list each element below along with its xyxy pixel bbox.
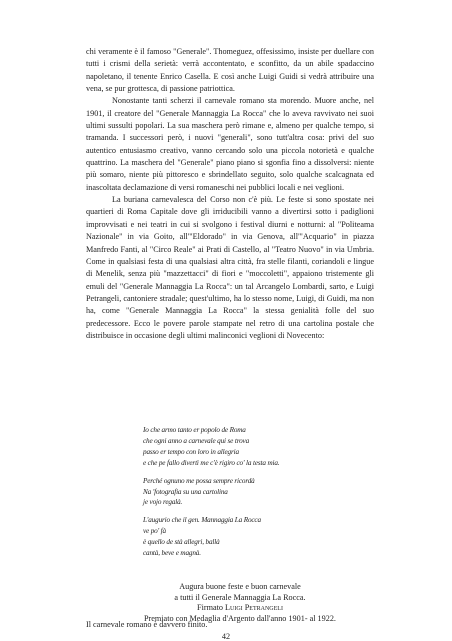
poem-line: e che pe fallo divertì me c'è rigiro co' la testa mia.: [143, 458, 280, 467]
closing-sentence: Il carnevale romano è davvero finito.: [86, 620, 208, 629]
paragraph-2: Nonostante tanti scherzi il carnevale romano sta morendo. Muore anche, nel 1901, il creatore del "Generale Mannaggia La Rocca" che lo aveva ravvivato nei suoi ultimi sussulti popolari. La sua maschera però rimane e, almeno per qualche tempo, si tramanda. I successori però, i nuovi "generali", sono tutt'altra cosa: privi del suo autentico entusiasmo creativo, vanno cercando solo una piccola notorietà e qualche quattrino. La maschera del "Generale" piano piano si sgonfia fino a dissolversi: niente più somaro, niente più pittoresco e sbrindellato seguito, solo qualche scalcagnata ed inascoltata declamazione di versi romaneschi nei pubblici locali e nei veglioni.: [86, 96, 374, 192]
poem-line: ve po' fà: [143, 527, 166, 536]
poem-line: L'augurio che il gen. Mannaggia La Rocca: [143, 516, 261, 525]
signature-prefix: Firmato: [197, 603, 226, 613]
poem-line: passo er tempo con loro in allegria: [143, 447, 239, 456]
poem: [143, 425, 353, 566]
caption-line: a tutti il Generale Mannaggia La Rocca.: [174, 592, 306, 602]
poem-line: è quello de stà allegri, ballà: [143, 538, 220, 547]
poem-line: Na 'fotografia su una cartolina: [143, 487, 228, 496]
caption-signature: [120, 603, 360, 614]
poem-stanza-1: [143, 425, 353, 469]
caption-line: Premiato con Medaglia d'Argento dall'anno 1901- al 1922.: [144, 613, 336, 623]
paragraph-1: chi veramente è il famoso "Generale". Thomeguez, offesissimo, insiste per duellare con tutti i crismi della serietà: verrà accontentato, e sconfitto, da un abile spadaccino napoletano, il tenente Enrico Casella. E così anche Luigi Guidi si vedrà attribuire una vena, se pur grottesca, di passione patriottica.: [86, 47, 374, 94]
body-text: [86, 46, 374, 342]
poem-line: je vojo regalà.: [143, 498, 183, 507]
paragraph-3: La buriana carnevalesca del Corso non c'è più. Le feste si sono spostate nei quartieri di Roma Capitale dove gli irriducibili vanno a divertirsi sotto i padiglioni improvvisati e nei teatri in cui si svolgono i festival diurni e notturni: al "Politeama Nazionale" in via Goito, all'"Eldorado" in via Genova, all'"Acquario" in piazza Manfredo Fanti, al "Circo Reale" ai Prati di Castello, al "Teatro Nuovo" in via Umbria. Come in qualsiasi festa di una qualsiasi altra città, fra stelle filanti, coriandoli e lingue di Menelik, senza più "mazzettacci" di fiori e "moccoletti", appaiono tristemente gli emuli del "Generale Mannaggia La Rocca": un tal Arcangelo Lombardi, sarto, e Luigi Petrangeli, cantoniere stradale; quest'ultimo, ha lo stesso nome, Luigi, di Guidi, ma non ha, come "Generale Mannaggia La Rocca" la stessa genialità folle del suo predecessore. Ecco le povere parole stampate nel retro di una cartolina postale che distribuisce in occasione degli ultimi malinconici veglioni di Novecento:: [86, 195, 374, 340]
poem-line: che ogni anno a carnevale qui se trova: [143, 436, 250, 445]
poem-line: Perché ognuno me possa sempre ricordà: [143, 476, 255, 485]
poem-stanza-3: [143, 515, 353, 559]
signature-name: Luigi Petrangeli: [225, 603, 283, 613]
caption-line: Augura buone feste e buon carnevale: [179, 582, 301, 591]
poem-line: Io che armo tanto er popolo de Roma: [143, 426, 246, 434]
poem-stanza-2: [143, 476, 353, 509]
poem-line: cantà, beve e magnà.: [143, 549, 201, 558]
page-number: 42: [221, 632, 231, 641]
